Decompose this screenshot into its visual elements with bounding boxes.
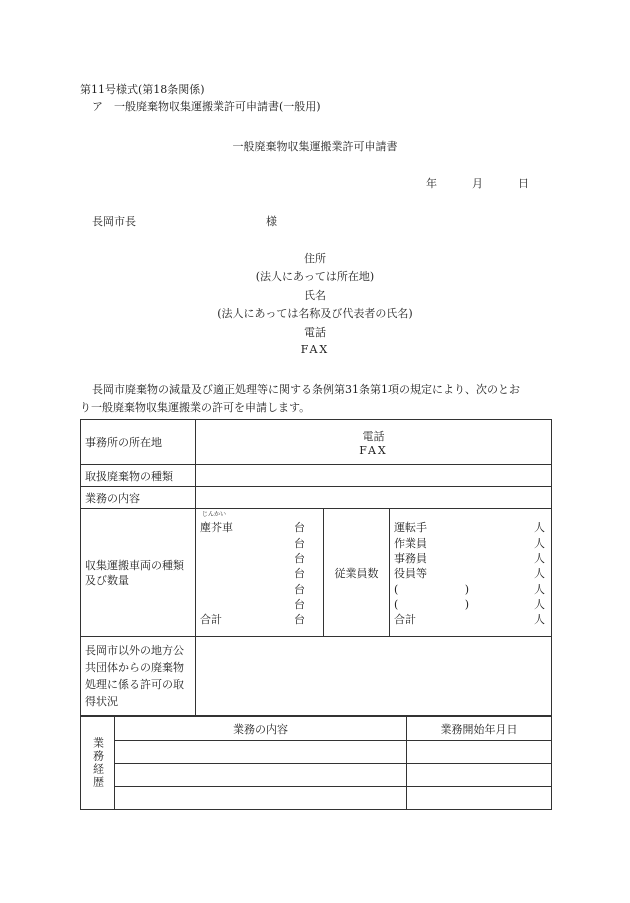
office-contact-field[interactable] (196, 420, 552, 465)
staff-unit: 人 (534, 613, 545, 627)
vehicle-total-label: 合計 (200, 613, 222, 627)
staff-unit: 人 (534, 582, 545, 596)
staff-total-row (394, 612, 547, 627)
history-col-content: 業務の内容 (115, 717, 407, 741)
other-permit-label: 長岡市以外の地方公共団体からの廃棄物処理に係る許可の取得状況 (81, 637, 196, 716)
business-label: 業務の内容 (81, 487, 196, 509)
vehicle-row (200, 566, 319, 581)
office-fax-label: FAX (359, 443, 388, 457)
fax-label: FAX (300, 343, 330, 356)
history-content-field[interactable] (115, 764, 407, 787)
history-content-field[interactable] (115, 787, 407, 810)
staff-worker: 作業員 (394, 536, 427, 550)
phone-label: 電話 (304, 326, 326, 339)
body-line-2: り一般廃棄物収集運搬業の許可を申請します。 (80, 401, 311, 414)
waste-type-field[interactable] (196, 465, 552, 487)
name-label: 氏名 (304, 289, 326, 302)
vehicle-row (200, 551, 319, 566)
history-start-field[interactable] (407, 787, 552, 810)
address-label: 住所 (304, 252, 326, 265)
vehicle-row (200, 536, 319, 551)
date-day: 日 (518, 177, 529, 190)
vehicle-unit: 台 (294, 552, 305, 566)
staff-row (394, 536, 547, 551)
waste-type-label: 取扱廃棄物の種類 (81, 465, 196, 487)
vehicle-ruby: じんかい (202, 511, 227, 519)
date-year: 年 (426, 177, 437, 190)
body-line-1: 長岡市廃棄物の減量及び適正処理等に関する条例第31条第1項の規定により、次のとお (92, 383, 520, 396)
staff-total-label: 合計 (394, 613, 416, 627)
staff-unit: 人 (534, 567, 545, 581)
address-note: (法人にあっては所在地) (255, 270, 375, 283)
vehicles-cell[interactable] (196, 509, 324, 637)
staff-unit: 人 (534, 521, 545, 535)
form-number: 第11号様式(第18条関係) (80, 83, 205, 96)
addressee: 長岡市長 (92, 215, 136, 228)
vehicle-row (200, 597, 319, 612)
honorific: 様 (266, 215, 277, 228)
staff-row (394, 520, 547, 535)
history-start-field[interactable] (407, 741, 552, 764)
staff-unit: 人 (534, 552, 545, 566)
staff-row (394, 551, 547, 566)
application-table (80, 419, 552, 716)
history-side-label: 業務経歴 (81, 717, 115, 810)
vehicle-total-row (200, 612, 319, 627)
document-title: 一般廃棄物収集運搬業許可申請書 (232, 140, 398, 153)
vehicle-row (200, 511, 319, 535)
vehicle-first-name: じんかい 塵芥車 (200, 511, 233, 535)
staff-unit: 人 (534, 597, 545, 611)
history-content-field[interactable] (115, 741, 407, 764)
vehicle-unit: 台 (294, 567, 305, 581)
staff-row (394, 566, 547, 581)
office-label: 事務所の所在地 (81, 420, 196, 465)
vehicle-row (200, 582, 319, 597)
other-permit-field[interactable] (196, 637, 552, 716)
vehicle-unit: 台 (294, 536, 305, 550)
vehicle-unit: 台 (294, 613, 305, 627)
name-note: (法人にあっては名称及び代表者の氏名) (217, 307, 413, 320)
business-field[interactable] (196, 487, 552, 509)
business-history-table (80, 716, 552, 810)
form-subtitle: ア 一般廃棄物収集運搬業許可申請書(一般用) (92, 100, 321, 113)
staff-driver: 運転手 (394, 521, 427, 535)
staff-other-row: ( ) 人 (394, 582, 545, 596)
vehicles-label: 収集運搬車両の種類及び数量 (81, 509, 196, 637)
staff-officer: 役員等 (394, 567, 427, 581)
employees-label: 従業員数 (324, 509, 390, 637)
staff-clerk: 事務員 (394, 552, 427, 566)
vehicle-unit: 台 (294, 521, 305, 535)
staff-other-row: ( ) 人 (394, 597, 545, 611)
office-phone-label: 電話 (362, 429, 385, 443)
staff-unit: 人 (534, 536, 545, 550)
vehicle-unit: 台 (294, 582, 305, 596)
staff-cell[interactable] (390, 509, 552, 637)
history-col-start: 業務開始年月日 (407, 717, 552, 741)
vehicle-unit: 台 (294, 597, 305, 611)
history-start-field[interactable] (407, 764, 552, 787)
date-month: 月 (472, 177, 483, 190)
